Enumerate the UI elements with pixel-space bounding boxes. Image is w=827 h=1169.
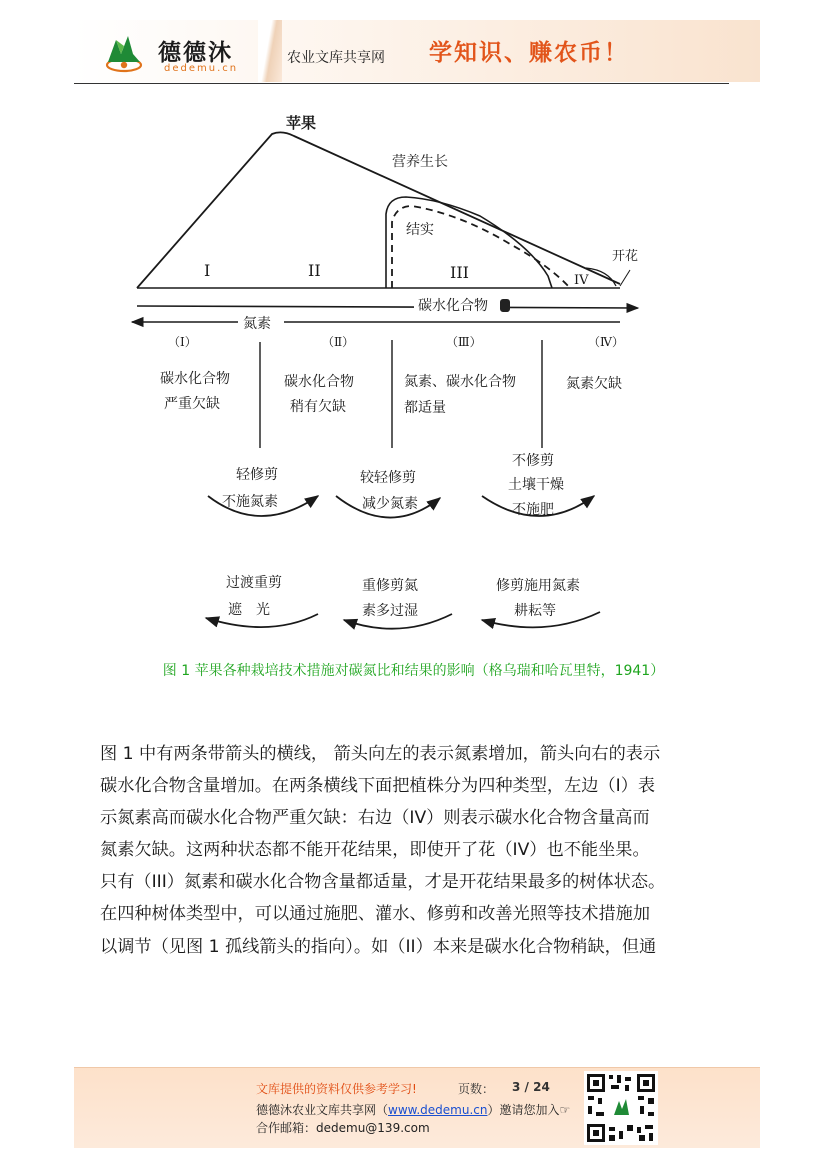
type-numeral-3: （Ⅲ） xyxy=(446,335,482,349)
arc-left-1-line1: 过渡重剪 xyxy=(226,575,282,591)
dedemu-logo-icon xyxy=(102,32,146,74)
label-flowering: 开花 xyxy=(612,249,639,264)
body-line-5: 只有（III）氮素和碳水化合物含量都适量，才是开花结果最多的树体状态。 xyxy=(100,872,666,893)
body-line-2: 碳水化合物含量增加。在两条横线下面把植株分为四种类型，左边（I）表 xyxy=(100,776,656,797)
arc-right-2-line1: 较轻修剪 xyxy=(360,470,416,486)
zone-label-3: III xyxy=(450,263,469,282)
logo-domain: dedemu.cn xyxy=(164,63,239,74)
type-3-line2: 都适量 xyxy=(404,400,446,416)
page-header xyxy=(74,20,760,82)
logo-text: 德德沐 xyxy=(158,39,233,66)
type-1-line1: 碳水化合物 xyxy=(160,371,230,387)
header-rule xyxy=(74,83,729,84)
footer-site-suffix: ）邀请您加入☞ xyxy=(487,1103,571,1117)
label-vegetative: 营养生长 xyxy=(392,154,448,170)
body-line-1: 图 1 中有两条带箭头的横线， 箭头向左的表示氮素增加，箭头向右的表示 xyxy=(100,744,661,764)
zone-label-4: IV xyxy=(574,273,589,288)
footer-invite xyxy=(256,1101,570,1118)
page-footer xyxy=(74,1067,760,1148)
arc-right-3-line2: 不施肥 xyxy=(512,502,554,518)
arc-left-2-line1: 重修剪氮 xyxy=(362,578,418,594)
footer-site-prefix: 德德沐农业文库共享网（ xyxy=(256,1103,389,1117)
zone-label-2: II xyxy=(308,261,321,280)
zone-label-1: I xyxy=(204,261,211,280)
slogan: 学知识、赚农币！ xyxy=(429,39,629,66)
page-separator: / xyxy=(520,1080,534,1094)
qr-code-icon xyxy=(584,1071,658,1145)
type-1-line2: 严重欠缺 xyxy=(164,396,220,412)
total-pages: 24 xyxy=(533,1080,550,1094)
header-divider xyxy=(258,20,282,82)
type-numeral-2: （Ⅱ） xyxy=(322,335,355,349)
current-page: 3 xyxy=(512,1080,521,1094)
label-nitrogen-arrow: 氮素 xyxy=(243,316,271,332)
carbohydrate-arrow xyxy=(137,306,638,308)
arc-right-1-line2: 不施氮素 xyxy=(222,494,278,510)
label-apple: 苹果 xyxy=(286,114,317,132)
fruiting-dashed-curve xyxy=(392,206,570,288)
label-fruiting: 结实 xyxy=(406,222,434,238)
arc-left-3-line1: 修剪施用氮素 xyxy=(496,578,580,594)
footer-notice: 文库提供的资料仅供参考学习! xyxy=(256,1082,417,1096)
arc-right-1-line1: 轻修剪 xyxy=(236,467,278,483)
type-3-line1: 氮素、碳水化合物 xyxy=(404,374,516,390)
site-name: 农业文库共享网 xyxy=(287,50,385,66)
label-carbohydrate-arrow: 碳水化合物 xyxy=(418,298,488,314)
body-line-4: 氮素欠缺。这两种状态都不能开花结果，即使开了花（IV）也不能坐果。 xyxy=(100,840,650,861)
diagram-svg xyxy=(100,96,720,648)
type-2-line2: 稍有欠缺 xyxy=(290,399,346,415)
body-line-3: 示氮素高而碳水化合物严重欠缺：右边（IV）则表示碳水化合物含量高而 xyxy=(100,808,650,829)
flowering-pointer xyxy=(620,270,630,286)
arc-right-2-line2: 减少氮素 xyxy=(362,496,418,512)
body-line-6: 在四种树体类型中，可以通过施肥、灌水、修剪和改善光照等技术措施加 xyxy=(100,904,651,925)
page-counter xyxy=(512,1080,550,1094)
type-numeral-1: （Ⅰ） xyxy=(168,335,197,349)
footer-email: 合作邮箱：dedemu@139.com xyxy=(256,1121,430,1135)
body-paragraph xyxy=(100,738,727,963)
arc-right-3-line1: 土壤干燥 xyxy=(508,477,564,493)
footer-pages-label: 页数： xyxy=(458,1082,495,1096)
arc-left-2-line2: 素多过湿 xyxy=(362,603,418,619)
body-line-7: 以调节（见图 1 孤线箭头的指向）。如（II）本来是碳水化合物稍缺，但通 xyxy=(100,936,657,957)
site-link[interactable]: www.dedemu.cn xyxy=(388,1103,488,1117)
arc-left-1-line2: 遮 光 xyxy=(228,602,270,618)
figure-diagram xyxy=(100,96,720,648)
type-4-line1: 氮素欠缺 xyxy=(566,376,622,392)
arc-left-3-line2: 耕耘等 xyxy=(514,603,556,619)
arc-right-3-line0: 不修剪 xyxy=(512,453,554,469)
figure-caption: 图 1 苹果各种栽培技术措施对碳氮比和结果的影响（格乌瑞和哈瓦里特，1941） xyxy=(162,663,665,679)
type-numeral-4: （Ⅳ） xyxy=(588,335,624,349)
type-2-line1: 碳水化合物 xyxy=(284,374,354,390)
ink-blot xyxy=(500,299,510,312)
